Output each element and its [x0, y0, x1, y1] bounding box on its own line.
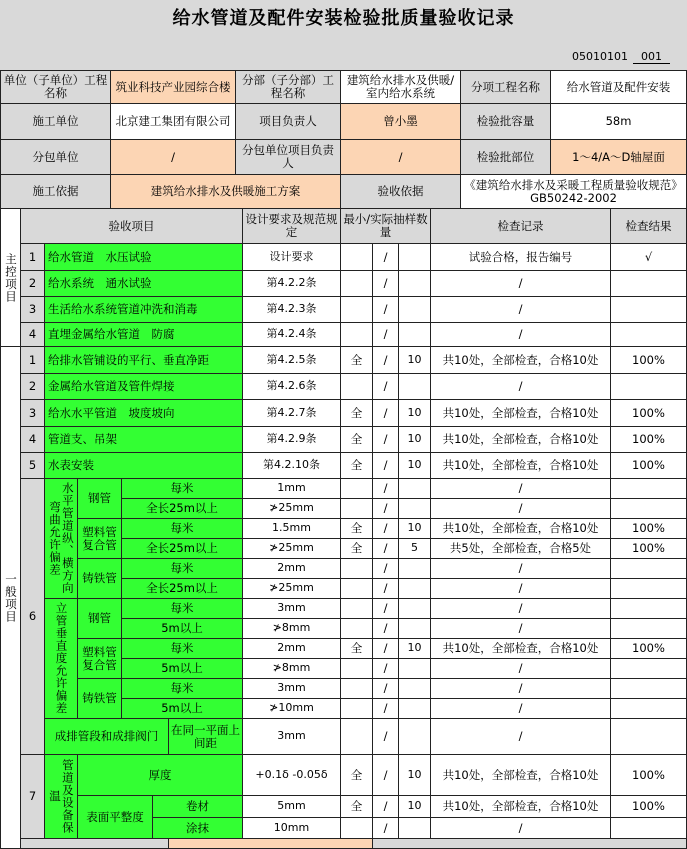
sample-min — [340, 658, 373, 679]
record-cell: / — [430, 718, 611, 755]
sub-item: 每米 — [121, 598, 243, 619]
sample-act: 10 — [398, 452, 431, 479]
doc-code: 05010101 — [572, 50, 628, 63]
result-cell: 100% — [610, 452, 687, 479]
record-cell: / — [430, 498, 611, 519]
record-cell: / — [430, 373, 611, 400]
sample-slash: / — [372, 518, 399, 539]
sample-min: 全 — [340, 426, 373, 453]
result-cell: 100% — [610, 399, 687, 427]
record-cell: / — [430, 618, 611, 639]
item-no: 1 — [20, 243, 45, 271]
sample-act — [398, 373, 431, 400]
item-no: 3 — [20, 296, 45, 323]
sample-min: 全 — [340, 346, 373, 374]
sample-slash: / — [372, 618, 399, 639]
header-pm-value: 曾小墨 — [340, 103, 461, 140]
column-sample: 最小/实际抽样数量 — [340, 208, 431, 244]
sample-act — [398, 243, 431, 271]
item-no: 7 — [20, 754, 45, 839]
sample-act — [398, 658, 431, 679]
section-main-label: 主控项目 — [0, 208, 21, 347]
sample-min: 全 — [340, 452, 373, 479]
record-cell: 共10处，全部检查，合格10处 — [430, 399, 611, 427]
sample-act — [398, 718, 431, 755]
sample-min — [340, 243, 373, 271]
record-cell: / — [430, 678, 611, 699]
sub-item: 每米 — [121, 478, 243, 499]
record-cell: / — [430, 478, 611, 499]
sample-slash: / — [372, 638, 399, 659]
header-division-label: 分部（子分部）工程名称 — [235, 70, 341, 104]
result-cell — [610, 678, 687, 699]
sample-min — [340, 698, 373, 719]
result-cell — [610, 322, 687, 347]
sample-act: 10 — [398, 638, 431, 659]
result-cell: 100% — [610, 795, 687, 818]
sample-act: 10 — [398, 346, 431, 374]
doc-number — [572, 50, 670, 66]
record-cell: / — [430, 598, 611, 619]
sample-min — [340, 598, 373, 619]
page-title: 给水管道及配件安装检验批质量验收记录 — [172, 8, 515, 29]
req-cell: 3mm — [242, 678, 341, 699]
item-name: 管道支、吊架 — [44, 426, 243, 453]
header-basis-value: 建筑给水排水及供暖施工方案 — [110, 174, 341, 209]
sample-slash: / — [372, 452, 399, 479]
sample-min: 全 — [340, 518, 373, 539]
req-cell: 1.5mm — [242, 518, 341, 539]
sample-min — [340, 498, 373, 519]
thickness-label: 厚度 — [77, 754, 243, 796]
result-cell — [610, 698, 687, 719]
sample-slash: / — [372, 426, 399, 453]
sample-slash: / — [372, 678, 399, 699]
result-cell: √ — [610, 243, 687, 271]
record-cell: / — [430, 296, 611, 323]
sample-act — [398, 678, 431, 699]
header-subitem-label: 分项工程名称 — [460, 70, 551, 104]
record-cell: 共10处，全部检查，合格10处 — [430, 426, 611, 453]
result-cell — [610, 558, 687, 579]
result-cell — [610, 578, 687, 599]
column-result: 检查结果 — [610, 208, 687, 244]
section-general-label: 一般项目 — [0, 346, 21, 849]
record-cell: 共5处，全部检查，合格5处 — [430, 538, 611, 559]
req-cell: 2mm — [242, 558, 341, 579]
doc-seq: 001 — [633, 50, 670, 64]
sample-slash: / — [372, 373, 399, 400]
sample-act — [398, 698, 431, 719]
record-cell: 共10处，全部检查，合格10处 — [430, 795, 611, 818]
result-cell — [610, 598, 687, 619]
header-location-label: 检验批部位 — [460, 139, 551, 175]
header-accept-value: 《建筑给水排水及采暖工程质量验收规范》GB50242-2002 — [460, 174, 687, 209]
req-cell: 第4.2.7条 — [242, 399, 341, 427]
sample-min — [340, 817, 373, 839]
sub-item: 全长25m以上 — [121, 578, 243, 599]
sample-min — [340, 373, 373, 400]
req-cell: 第4.2.9条 — [242, 426, 341, 453]
header-pm-label: 项目负责人 — [235, 103, 341, 140]
record-cell: 试验合格，报告编号 — [430, 243, 611, 271]
req-cell: 10mm — [242, 817, 341, 839]
sample-min: 全 — [340, 754, 373, 796]
sub-item: 每米 — [121, 678, 243, 699]
record-cell: 共10处，全部检查，合格10处 — [430, 754, 611, 796]
valve-sub: 在同一平面上间距 — [168, 718, 243, 755]
header-basis-label: 施工依据 — [0, 174, 111, 209]
item-no: 2 — [20, 270, 45, 297]
result-cell: 100% — [610, 518, 687, 539]
result-cell — [610, 718, 687, 755]
item-no: 5 — [20, 452, 45, 479]
sample-act — [398, 296, 431, 323]
record-cell: 共10处，全部检查，合格10处 — [430, 518, 611, 539]
footer-cell — [168, 838, 373, 849]
rolled-label: 卷材 — [152, 795, 243, 818]
material-plastic: 塑料管复合管 — [77, 638, 122, 679]
sample-min — [340, 718, 373, 755]
sample-act: 10 — [398, 795, 431, 818]
result-cell — [610, 658, 687, 679]
header-unit-label: 单位（子单位）工程名称 — [0, 70, 111, 104]
material-cast: 铸铁管 — [77, 558, 122, 599]
sample-min — [340, 296, 373, 323]
sample-slash: / — [372, 270, 399, 297]
item-name: 给水系统 通水试验 — [44, 270, 243, 297]
result-cell: 100% — [610, 538, 687, 559]
sample-min — [340, 678, 373, 699]
sample-min: 全 — [340, 638, 373, 659]
record-cell: / — [430, 578, 611, 599]
sub-item: 5m以上 — [121, 658, 243, 679]
sample-act — [398, 558, 431, 579]
sample-act — [398, 478, 431, 499]
header-sub-value: / — [110, 139, 236, 175]
result-cell — [610, 270, 687, 297]
sample-act — [398, 322, 431, 347]
material-steel: 钢管 — [77, 598, 122, 639]
req-cell: 3mm — [242, 718, 341, 755]
header-accept-label: 验收依据 — [340, 174, 461, 209]
header-capacity-value: 58m — [550, 103, 687, 140]
item-no: 3 — [20, 399, 45, 427]
sample-slash: / — [372, 754, 399, 796]
sample-act — [398, 578, 431, 599]
record-cell: / — [430, 322, 611, 347]
sub-item: 每米 — [121, 518, 243, 539]
req-cell: 5mm — [242, 795, 341, 818]
sample-slash: / — [372, 817, 399, 839]
header-subitem-value: 给水管道及配件安装 — [550, 70, 687, 104]
req-cell: ≯25mm — [242, 578, 341, 599]
footer-cell — [372, 838, 687, 849]
result-cell — [610, 373, 687, 400]
sample-act — [398, 618, 431, 639]
item-name: 生活给水系统管道冲洗和消毒 — [44, 296, 243, 323]
valve-label: 成排管段和成排阀门 — [44, 718, 169, 755]
sample-min — [340, 578, 373, 599]
sample-min — [340, 478, 373, 499]
sub-item: 每米 — [121, 558, 243, 579]
item-name: 直埋金属给水管道 防腐 — [44, 322, 243, 347]
req-cell: ≯8mm — [242, 658, 341, 679]
vertical-deviation-label: 立管垂直度允许偏差 — [44, 598, 78, 719]
result-cell: 100% — [610, 426, 687, 453]
sample-slash: / — [372, 478, 399, 499]
sample-act: 10 — [398, 518, 431, 539]
req-cell: ≯10mm — [242, 698, 341, 719]
sample-act: 5 — [398, 538, 431, 559]
sample-act — [398, 817, 431, 839]
record-cell: / — [430, 270, 611, 297]
req-cell: +0.1δ -0.05δ — [242, 754, 341, 796]
sample-act — [398, 598, 431, 619]
sub-item: 5m以上 — [121, 618, 243, 639]
item-no: 4 — [20, 322, 45, 347]
record-cell: / — [430, 698, 611, 719]
header-sub-pm-label: 分包单位项目负责人 — [235, 139, 341, 175]
sample-min: 全 — [340, 538, 373, 559]
record-cell: 共10处，全部检查，合格10处 — [430, 346, 611, 374]
header-division-value: 建筑给水排水及供暖/室内给水系统 — [340, 70, 461, 104]
sub-item: 5m以上 — [121, 698, 243, 719]
result-cell: 100% — [610, 638, 687, 659]
sub-item: 全长25m以上 — [121, 538, 243, 559]
req-cell: 第4.2.5条 — [242, 346, 341, 374]
req-cell: 第4.2.6条 — [242, 373, 341, 400]
record-cell: / — [430, 558, 611, 579]
item-name: 给水水平管道 坡度坡向 — [44, 399, 243, 427]
header-capacity-label: 检验批容量 — [460, 103, 551, 140]
sample-act: 10 — [398, 399, 431, 427]
sample-slash: / — [372, 346, 399, 374]
insulation-label: 管道及设备保温 — [44, 754, 78, 839]
item-name: 给水管道 水压试验 — [44, 243, 243, 271]
record-cell: / — [430, 817, 611, 839]
sub-item: 每米 — [121, 638, 243, 659]
req-cell: 第4.2.3条 — [242, 296, 341, 323]
flatness-label: 表面平整度 — [77, 795, 153, 839]
req-cell: ≯25mm — [242, 538, 341, 559]
sample-slash: / — [372, 243, 399, 271]
material-plastic: 塑料管复合管 — [77, 518, 122, 559]
sample-min: 全 — [340, 399, 373, 427]
item-name: 给排水管铺设的平行、垂直净距 — [44, 346, 243, 374]
material-steel: 钢管 — [77, 478, 122, 519]
sample-slash: / — [372, 658, 399, 679]
item-no: 2 — [20, 373, 45, 400]
result-cell — [610, 478, 687, 499]
sample-slash: / — [372, 399, 399, 427]
item-name: 水表安装 — [44, 452, 243, 479]
sample-min — [340, 270, 373, 297]
sample-min — [340, 558, 373, 579]
req-cell: 2mm — [242, 638, 341, 659]
record-cell: / — [430, 658, 611, 679]
header-contractor-value: 北京建工集团有限公司 — [110, 103, 236, 140]
req-cell: 第4.2.4条 — [242, 322, 341, 347]
sample-slash: / — [372, 296, 399, 323]
material-cast: 铸铁管 — [77, 678, 122, 719]
column-item: 验收项目 — [20, 208, 243, 244]
req-cell: 3mm — [242, 598, 341, 619]
sample-slash: / — [372, 718, 399, 755]
sample-slash: / — [372, 795, 399, 818]
sample-min: 全 — [340, 795, 373, 818]
req-cell: 1mm — [242, 478, 341, 499]
result-cell — [610, 618, 687, 639]
header-unit-value: 筑业科技产业园综合楼 — [110, 70, 236, 104]
item-no: 4 — [20, 426, 45, 453]
sample-min — [340, 322, 373, 347]
sample-act — [398, 270, 431, 297]
result-cell — [610, 296, 687, 323]
header-sub-label: 分包单位 — [0, 139, 111, 175]
record-cell: 共10处，全部检查，合格10处 — [430, 638, 611, 659]
result-cell: 100% — [610, 754, 687, 796]
req-cell: 设计要求 — [242, 243, 341, 271]
sample-slash: / — [372, 498, 399, 519]
horizontal-deviation-label: 水平管道纵、横方向弯曲允许偏差 — [44, 478, 78, 599]
painted-label: 涂抹 — [152, 817, 243, 839]
footer-cell — [20, 838, 169, 849]
sample-min — [340, 618, 373, 639]
record-cell: 共10处，全部检查，合格10处 — [430, 452, 611, 479]
sample-act: 10 — [398, 426, 431, 453]
sample-slash: / — [372, 698, 399, 719]
req-cell: 第4.2.2条 — [242, 270, 341, 297]
sample-slash: / — [372, 322, 399, 347]
header-contractor-label: 施工单位 — [0, 103, 111, 140]
req-cell: ≯8mm — [242, 618, 341, 639]
sample-slash: / — [372, 558, 399, 579]
header-sub-pm-value: / — [340, 139, 461, 175]
result-cell — [610, 817, 687, 839]
item-name: 金属给水管道及管件焊接 — [44, 373, 243, 400]
item-no: 6 — [20, 478, 45, 755]
req-cell: ≯25mm — [242, 498, 341, 519]
column-record: 检查记录 — [430, 208, 611, 244]
sub-item: 全长25m以上 — [121, 498, 243, 519]
sample-act: 10 — [398, 754, 431, 796]
item-no: 1 — [20, 346, 45, 374]
header-location-value: 1～4/A～D轴屋面 — [550, 139, 687, 175]
req-cell: 第4.2.10条 — [242, 452, 341, 479]
result-cell: 100% — [610, 346, 687, 374]
column-req: 设计要求及规范规定 — [242, 208, 341, 244]
result-cell — [610, 498, 687, 519]
sample-slash: / — [372, 598, 399, 619]
sample-slash: / — [372, 578, 399, 599]
sample-act — [398, 498, 431, 519]
sample-slash: / — [372, 538, 399, 559]
